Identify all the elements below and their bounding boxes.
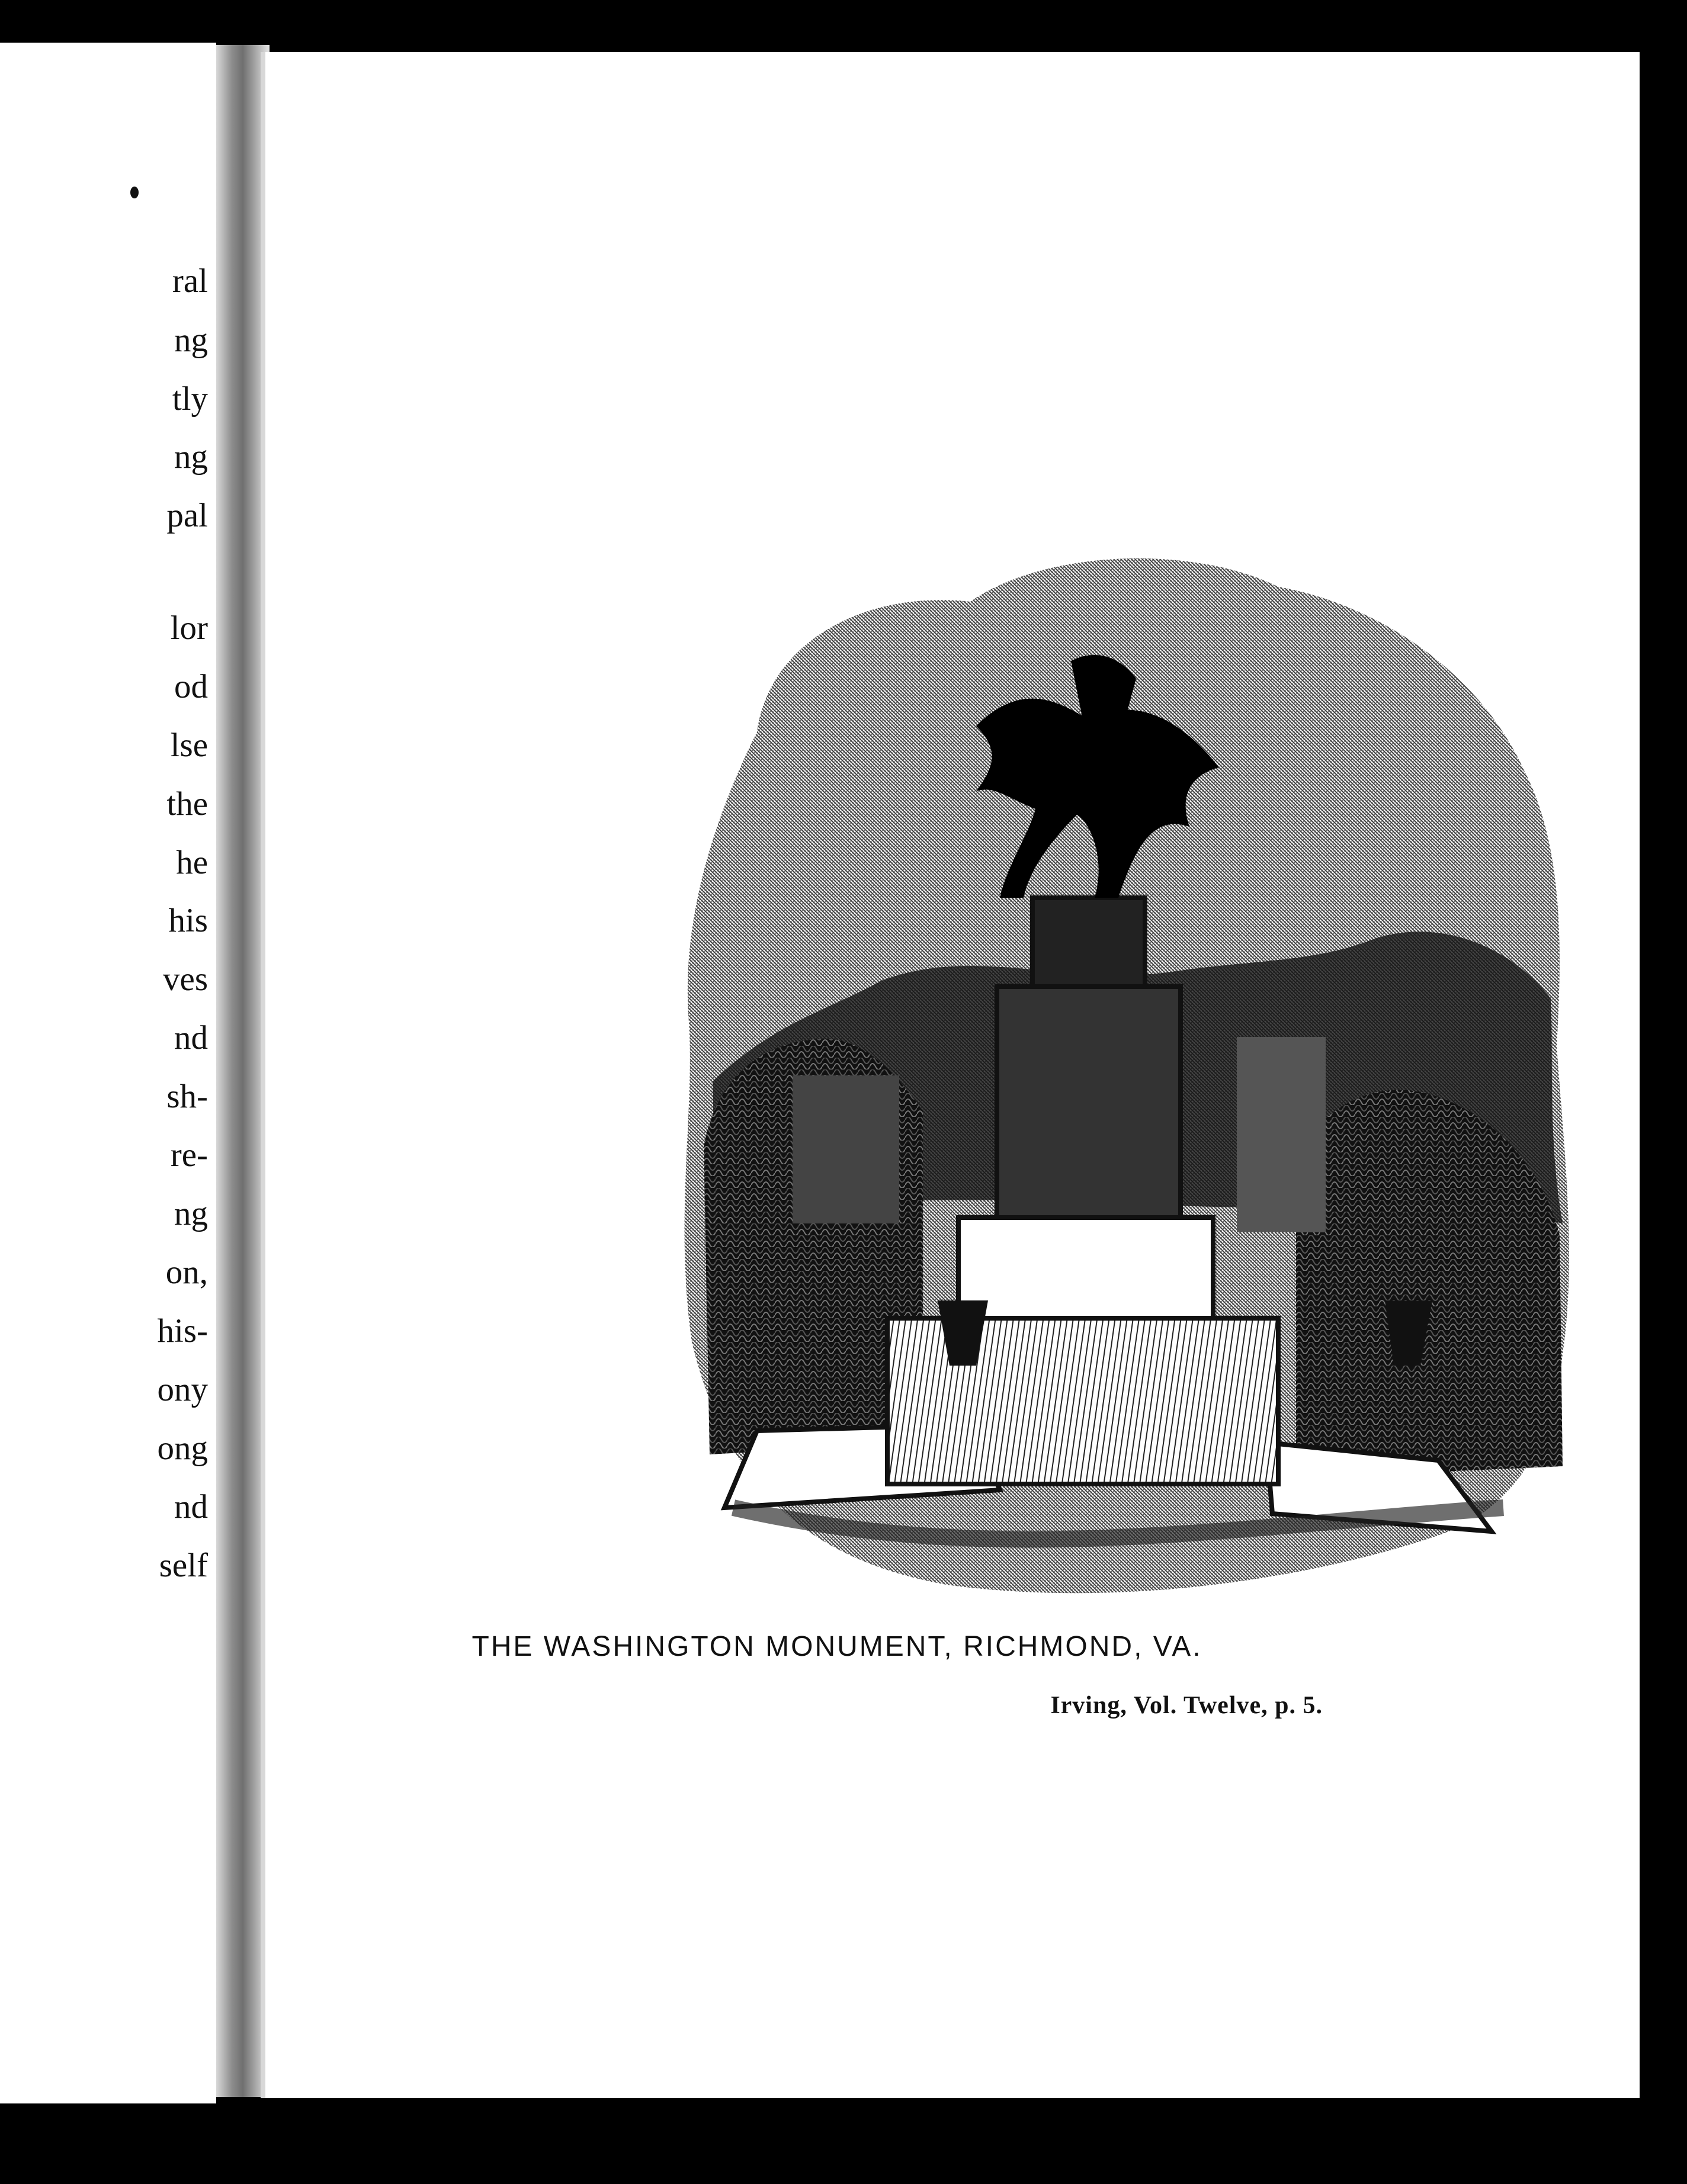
text-fragment-3: tly (172, 380, 208, 417)
text-fragment-21: nd (174, 1488, 208, 1525)
right-page (261, 52, 1640, 2098)
text-fragment-22: self (159, 1547, 208, 1584)
washington-monument-engraving (668, 537, 1580, 1620)
text-fragment-9: the (166, 785, 208, 823)
text-fragment-10: he (176, 844, 208, 881)
monument-upper-pedestal (1032, 898, 1145, 987)
text-fragment-5: pal (166, 497, 208, 534)
monument-pedestal (997, 987, 1181, 1218)
text-fragment-19: ony (157, 1371, 208, 1408)
text-fragment-4: ng (174, 438, 208, 476)
text-fragment-16: ng (174, 1195, 208, 1232)
text-fragment-2: ng (174, 322, 208, 359)
text-fragment-14: sh- (166, 1078, 208, 1115)
left-page-mark (130, 187, 139, 198)
text-fragment-17: on, (165, 1254, 208, 1291)
text-fragment-20: ong (157, 1430, 208, 1467)
text-fragment-18: his- (157, 1312, 208, 1350)
plate-reference: Irving, Vol. Twelve, p. 5. (1050, 1692, 1323, 1719)
text-fragment-1: ral (172, 262, 208, 300)
text-fragment-13: nd (174, 1019, 208, 1056)
text-fragment-15: re- (170, 1136, 208, 1174)
monument-middle (958, 1218, 1213, 1318)
left-page (0, 43, 216, 2103)
text-fragment-12: ves (163, 961, 208, 998)
text-fragment-6: lor (170, 609, 208, 647)
text-fragment-7: od (174, 668, 208, 705)
building-left (793, 1075, 899, 1223)
text-fragment-8: lse (170, 727, 208, 764)
text-fragment-11: his (168, 902, 208, 939)
building-right (1237, 1037, 1326, 1232)
illustration-caption: THE WASHINGTON MONUMENT, RICHMOND, VA. (472, 1631, 1202, 1662)
